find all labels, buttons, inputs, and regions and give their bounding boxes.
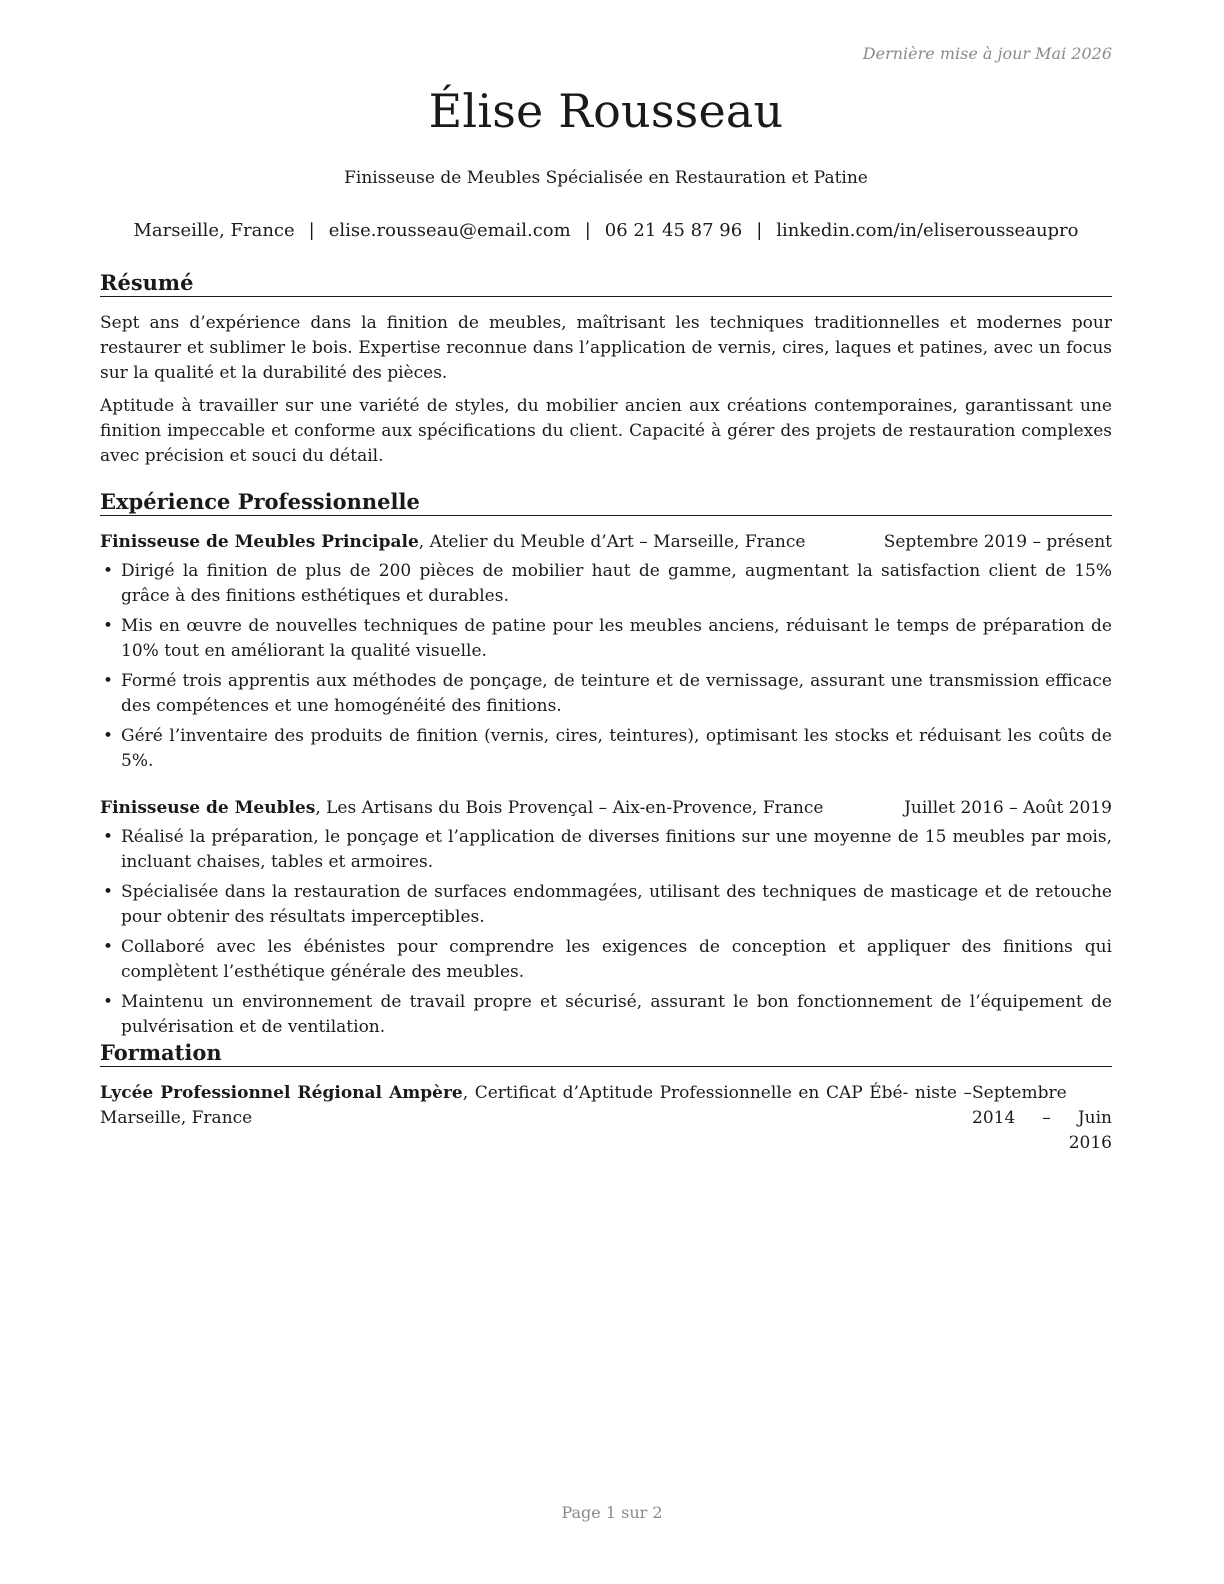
summary-paragraph: Aptitude à travailler sur une variété de styles, du mobilier ancien aux créations contemporaines, garantissant une finition impeccable et conforme aux spécifications du client. Capacité à gérer des projets de restauration complexes avec précision et souci du détail.	[100, 396, 1112, 466]
job-role: Finisseuse de Meubles	[100, 798, 316, 818]
contact-separator: |	[756, 220, 763, 241]
bullet-icon: •	[103, 561, 114, 581]
contact-line	[100, 220, 1112, 241]
education-dates: Septembre 2014 – Juin 2016	[972, 1083, 1112, 1153]
job-subtitle: Finisseuse de Meubles Spécialisée en Restauration et Patine	[344, 168, 868, 188]
summary-section	[100, 270, 1112, 469]
bullet-icon: •	[103, 992, 114, 1012]
list-item: • Formé trois apprentis aux méthodes de ponçage, de teinture et de vernissage, assurant une transmission efficace des compétences et une homogénéité des finitions.	[103, 671, 1112, 716]
section-title-education: Formation	[100, 1040, 1112, 1067]
list-item: • Maintenu un environnement de travail propre et sécurisé, assurant le bon fonctionnement de l’équipement de pulvérisation et de ventilation.	[103, 992, 1112, 1037]
bullet-icon: •	[103, 882, 114, 902]
bullet-icon: •	[103, 671, 114, 691]
contact-separator: |	[308, 220, 315, 241]
job-entry	[100, 530, 1112, 774]
contact-phone[interactable]: 06 21 45 87 96	[604, 220, 743, 241]
contact-linkedin[interactable]: linkedin.com/in/eliserousseaupro	[776, 220, 1079, 241]
bullet-icon: •	[103, 616, 114, 636]
list-item: • Géré l’inventaire des produits de finition (vernis, cires, teintures), optimisant les stocks et réduisant les coûts de 5%.	[103, 726, 1112, 771]
bullet-icon: •	[103, 827, 114, 847]
job-bullets	[100, 825, 1112, 1040]
contact-location: Marseille, France	[133, 220, 295, 241]
job-bullets	[100, 559, 1112, 774]
job-company: , Atelier du Meuble d’Art – Marseille, France	[418, 532, 806, 552]
education-entry	[100, 1081, 1112, 1156]
job-header	[100, 796, 1112, 821]
job-company: , Les Artisans du Bois Provençal – Aix-en-Provence, France	[315, 798, 824, 818]
list-item: • Dirigé la finition de plus de 200 pièces de mobilier haut de gamme, augmentant la satisfaction client de 15% grâce à des finitions esthétiques et durables.	[103, 561, 1112, 606]
experience-section	[100, 489, 1112, 1045]
summary-paragraph: Sept ans d’expérience dans la finition de meubles, maîtrisant les techniques traditionnelles et modernes pour restaurer et sublimer le bois. Expertise reconnue dans l’application de vernis, cires, laques et patines, avec un focus sur la qualité et la durabilité des pièces.	[100, 313, 1112, 383]
contact-separator: |	[584, 220, 591, 241]
section-title-summary: Résumé	[100, 270, 1112, 297]
contact-email[interactable]: elise.rousseau@email.com	[328, 220, 571, 241]
education-section	[100, 1040, 1112, 1156]
education-details: , Certificat d’Aptitude Professionnelle en CAP Ébé- niste – Marseille, France	[100, 1083, 973, 1128]
list-item: • Collaboré avec les ébénistes pour comprendre les exigences de conception et appliquer des finitions qui complètent l’esthétique générale des meubles.	[103, 937, 1112, 982]
job-header	[100, 530, 1112, 555]
list-item: • Mis en œuvre de nouvelles techniques de patine pour les meubles anciens, réduisant le temps de préparation de 10% tout en améliorant la qualité visuelle.	[103, 616, 1112, 661]
list-item: • Spécialisée dans la restauration de surfaces endommagées, utilisant des techniques de masticage et de retouche pour obtenir des résultats imperceptibles.	[103, 882, 1112, 927]
list-item: • Réalisé la préparation, le ponçage et l’application de diverses finitions sur une moyenne de 15 meubles par mois, incluant chaises, tables et armoires.	[103, 827, 1112, 872]
candidate-name: Élise Rousseau	[428, 84, 784, 138]
job-role: Finisseuse de Meubles Principale	[100, 532, 419, 552]
page-number: Page 1 sur 2	[561, 1503, 663, 1522]
job-dates: Juillet 2016 – Août 2019	[904, 798, 1112, 818]
education-institution: Lycée Professionnel Régional Ampère	[100, 1083, 463, 1103]
bullet-icon: •	[103, 937, 114, 957]
job-dates: Septembre 2019 – présent	[883, 532, 1112, 552]
bullet-icon: •	[103, 726, 114, 746]
section-title-experience: Expérience Professionnelle	[100, 489, 1112, 516]
last-updated: Dernière mise à jour Mai 2026	[862, 44, 1112, 63]
job-entry	[100, 796, 1112, 1040]
